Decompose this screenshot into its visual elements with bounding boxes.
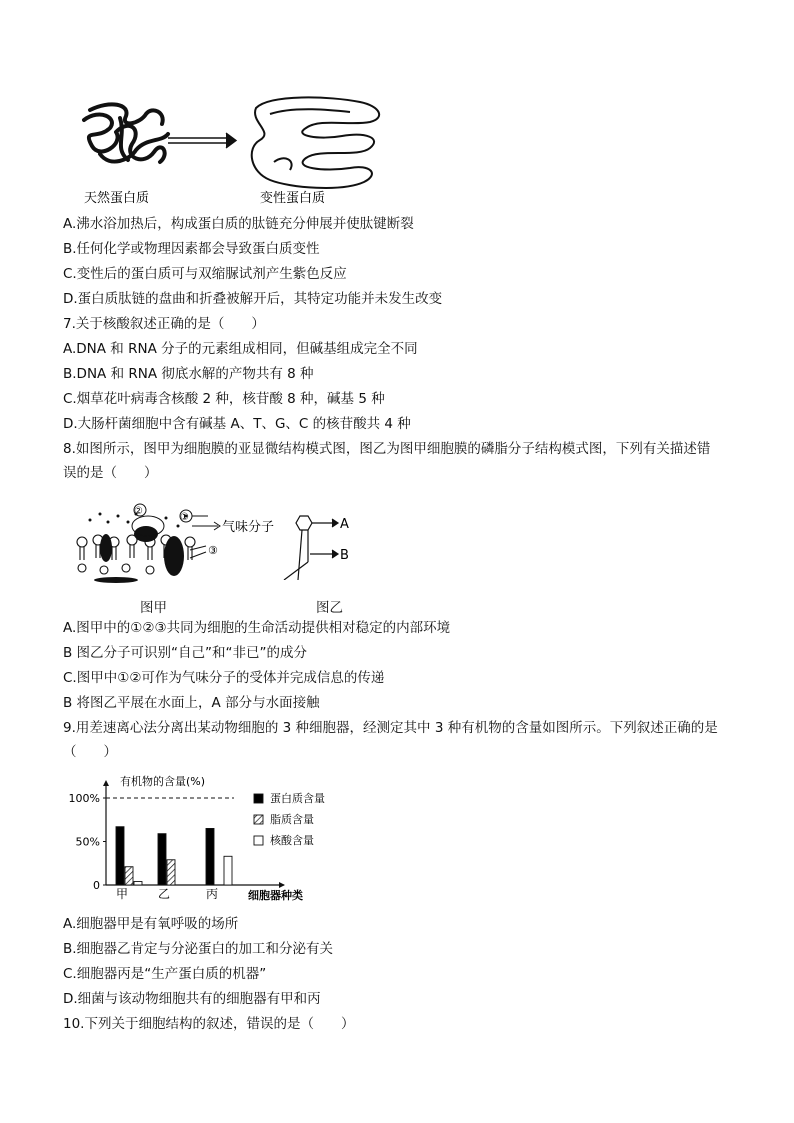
label-2: ②	[134, 506, 143, 517]
x-tick-label: 丙	[205, 887, 219, 901]
q8-option-c: C.图甲中①②可作为气味分子的受体并完成信息的传递	[63, 670, 385, 686]
protein-denaturation-figure	[70, 88, 400, 208]
native-protein-drawing	[84, 104, 168, 162]
q8-option-a: A.图甲中的①②③共同为细胞的生命活动提供相对稳定的内部环境	[63, 620, 451, 636]
y-tick-label: 50%	[75, 835, 100, 849]
q7-stem: 7.关于核酸叙述正确的是（ ）	[63, 316, 265, 332]
bar-脂质含量	[167, 860, 175, 885]
odor-molecule-label: 气味分子	[222, 520, 275, 535]
label-b: B	[340, 548, 349, 563]
q9-stem-line2: （ ）	[63, 744, 117, 760]
q7-option-a: A.DNA 和 RNA 分子的元素组成相同，但碱基组成完全不同	[63, 341, 418, 357]
legend-swatch	[254, 836, 263, 845]
q6-option-b: B.任何化学或物理因素都会导致蛋白质变性	[63, 241, 320, 257]
transform-arrow	[168, 133, 236, 148]
bar-脂质含量	[125, 867, 133, 885]
bar-蛋白质含量	[116, 827, 124, 885]
q9-stem-line1: 9.用差速离心法分离出某动物细胞的 3 种细胞器，经测定其中 3 种有机物的含量如图所示。下列叙述正确的是	[63, 720, 718, 736]
label-1: ①	[180, 512, 189, 523]
q10-stem: 10.下列关于细胞结构的叙述，错误的是（ ）	[63, 1016, 355, 1032]
denatured-protein-label: 变性蛋白质	[260, 191, 326, 206]
x-tick-label: 乙	[157, 887, 171, 901]
legend-swatch	[254, 815, 263, 824]
q8-stem-line2: 误的是（ ）	[63, 465, 158, 481]
membrane-figure-jia	[70, 498, 280, 586]
q7-option-b: B.DNA 和 RNA 彻底水解的产物共有 8 种	[63, 366, 314, 382]
q6-option-c: C.变性后的蛋白质可与双缩脲试剂产生紫色反应	[63, 266, 347, 282]
organelle-content-chart	[62, 772, 352, 904]
bar-核酸含量	[224, 856, 232, 885]
q6-option-d: D.蛋白质肽链的盘曲和折叠被解开后，其特定功能并未发生改变	[63, 291, 443, 307]
q9-option-c: C.细胞器丙是“生产蛋白质的机器”	[63, 966, 267, 982]
fig-yi-caption: 图乙	[316, 600, 343, 616]
y-tick-label: 0	[93, 879, 100, 892]
y-axis-arrow-icon	[103, 780, 109, 786]
label-a: A	[340, 517, 349, 532]
legend-label: 核酸含量	[270, 834, 314, 847]
fig-jia-caption: 图甲	[140, 600, 167, 616]
x-axis-arrow-icon	[279, 882, 285, 888]
legend-swatch	[254, 794, 263, 803]
label-3: ③	[208, 544, 218, 557]
phospholipid-figure-yi	[278, 510, 358, 580]
bar-蛋白质含量	[206, 828, 214, 885]
x-tick-label: 甲	[115, 887, 129, 901]
legend-label: 脂质含量	[270, 813, 314, 826]
phospholipid-head	[296, 516, 312, 530]
native-protein-label: 天然蛋白质	[84, 191, 150, 206]
q7-option-c: C.烟草花叶病毒含核酸 2 种，核苷酸 8 种，碱基 5 种	[63, 391, 385, 407]
bar-蛋白质含量	[158, 834, 166, 885]
y-tick-label: 100%	[68, 792, 100, 805]
chart-ylabel: 有机物的含量(%)	[120, 775, 206, 788]
q9-option-d: D.细菌与该动物细胞共有的细胞器有甲和丙	[63, 991, 321, 1007]
q8-option-d: B 将图乙平展在水面上，A 部分与水面接触	[63, 695, 320, 711]
legend-label: 蛋白质含量	[270, 792, 325, 805]
q9-option-a: A.细胞器甲是有氧呼吸的场所	[63, 916, 239, 932]
q6-option-a: A.沸水浴加热后，构成蛋白质的肽链充分伸展并使肽键断裂	[63, 216, 414, 232]
q8-stem-line1: 8.如图所示，图甲为细胞膜的亚显微结构模式图，图乙为图甲细胞膜的磷脂分子结构模式图，下列有关描述错	[63, 441, 711, 457]
q7-option-d: D.大肠杆菌细胞中含有碱基 A、T、G、C 的核苷酸共 4 种	[63, 416, 411, 432]
bar-核酸含量	[134, 882, 142, 885]
q9-option-b: B.细胞器乙肯定与分泌蛋白的加工和分泌有关	[63, 941, 334, 957]
q8-option-b: B 图乙分子可识别“自己”和“非已”的成分	[63, 645, 308, 661]
denatured-protein-drawing	[252, 97, 379, 188]
chart-xlabel: 细胞器种类	[248, 889, 303, 902]
